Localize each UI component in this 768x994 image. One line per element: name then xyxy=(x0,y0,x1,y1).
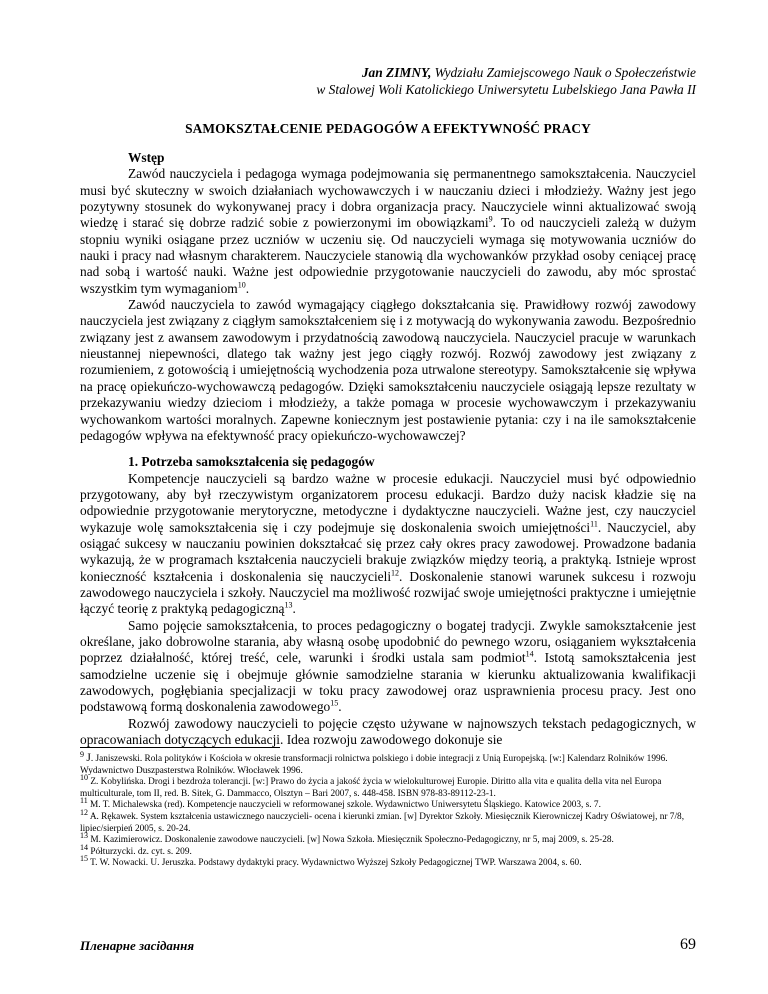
footnote-initial: J xyxy=(86,752,91,764)
footnote-11 xyxy=(80,796,696,812)
paragraph-3-text-c: . Doskonalenie stanowi warunek sukcesu i rozwoju zawodowego nauczyciela i szkoły. Nauczyciel ma możliwość rozwijać swoje umiejętności praktyczne i umiejętnie łączyć teorię z praktyką pedagogiczną xyxy=(80,568,696,617)
footnote-15 xyxy=(80,854,696,870)
paragraph-1-text-b: . To od nauczycieli zależą w dużym stopniu wyniki osiągane przez uczniów w uczeniu się. Od nauczycieli wymaga się motywowania uczniów do nauki i pracy nad własnym charakterem. Nauczyciele stanowią dla wychowanków przykład osoby ceniącej pracę nad sobą i wartość nauki. Ważne jest odpowiednie przygotowanie nauczycieli do zawodu, aby móc sprostać wszystkim tym wymaganiom xyxy=(80,215,696,296)
paragraph-4 xyxy=(80,618,696,716)
article-body xyxy=(80,150,696,748)
footnote-text: . Janiszewski. Rola polityków i Kościoła w okresie transformacji rolnictwa polskiego i dobie integracji z Unią Europejską. [w:] Kalendarz Rolników 1996. Wydawnictwo Duszpasterstwa Rolników. Włocławek 1996. xyxy=(80,754,668,776)
paragraph-4-text-a: Samo pojęcie samokształcenia, to proces pedagogiczny o bogatej tradycji. Zwykle samokształcenie jest określane, jako dobrowolne starania, aby własną osobę upodobnić do pewnego wzoru, osiąganiem wykształcenia poprzez działalność, której treść, cele, warunki i środki ustala sam podmiot xyxy=(80,617,696,666)
footnote-ref-9[interactable]: 9 xyxy=(488,214,493,224)
paragraph-1-text-c: . xyxy=(245,280,250,296)
footnote-text: M. T. Michalewska (red). Kompetencje nauczycieli w reformowanej szkole. Wydawnictwo Uniwersytetu Śląskiego. Katowice 2003, s. 7. xyxy=(90,800,601,811)
footnote-ref-12[interactable]: 12 xyxy=(391,568,400,578)
paragraph-3 xyxy=(80,471,696,618)
page-number: 69 xyxy=(680,936,696,953)
intro-heading: Wstęp xyxy=(128,150,165,165)
footnote-text: M. Kazimierowicz. Doskonalenie zawodowe nauczycieli. [w] Nowa Szkoła. Miesięcznik Społeczno-Pedagogiczny, nr 5, maj 2009, s. 25-28. xyxy=(90,835,614,846)
author-name: Jan ZIMNY, xyxy=(361,65,432,80)
paragraph-5: Rozwój zawodowy nauczycieli to pojęcie często używane w najnowszych tekstach pedagogicznych, w opracowaniach dotyczących edukacji. Idea rozwoju zawodowego dokonuje sie xyxy=(80,715,696,748)
paragraph-4-text-b: . Istotą samokształcenia jest samodzielne uczenie się i obejmuje głównie samodzielne starania w kierunku aktualizowania kwalifikacji zawodowych, pogłębiania specjalizacji w toku pracy zawodowej oraz usprawnienia procesu pracy. Jest ono podstawową formą doskonalenia zawodowego xyxy=(80,650,696,715)
footnote-num: 10 xyxy=(80,773,88,783)
footnote-10 xyxy=(80,773,696,800)
paragraph-3-text-a: Kompetencje nauczycieli są bardzo ważne w procesie edukacji. Nauczyciel musi być odpowiednio przygotowany, aby był rzeczywistym organizatorem procesu edukacji. Bardzo duży nacisk kładzie się na odpowiednie przygotowanie merytoryczne, metodyczne i dydaktyczne nauczycieli. Ważne jest, czy nauczyciel wykazuje wolę samokształcenia się i czy podejmuje się doskonalenia swoich umiejętności xyxy=(80,470,696,535)
author-line-1 xyxy=(80,64,696,81)
footnote-ref-15[interactable]: 15 xyxy=(330,698,339,708)
author-block xyxy=(80,64,696,98)
footnote-text: Z. Kobylińska. Drogi i bezdroża tolerancji. [w:] Prawo do życia a jakość życia w wielokulturowej Europie. Diritto alla vita e qualita della vita nel Europa multiculturale, tom II, red. B. Sitek, G. Dammacco, Olsztyn – Bari 2007, s. 448-458. ISBN 978-83-89112-23-1. xyxy=(80,777,662,799)
footnote-14 xyxy=(80,842,696,859)
paragraph-1 xyxy=(80,166,696,297)
footnote-ref-13[interactable]: 13 xyxy=(284,600,293,610)
footnote-text: Półturzycki. dz. cyt. s. 209. xyxy=(90,846,192,857)
footnote-num: 12 xyxy=(80,807,88,817)
footnotes xyxy=(80,749,696,870)
paragraph-3-text-b: . Nauczyciel, aby osiągać sukcesy w nauczaniu powinien dokształcać się przez cały okres pracy zawodowej. Prowadzone badania wykazują, że w programach kształcenia nauczycieli brakuje związków między teorią, a praktyką. Istnieje wprost konieczność kształcenia i doskonalenia się nauczycieli xyxy=(80,519,696,584)
footnote-num: 15 xyxy=(80,854,88,864)
affiliation-line-1: Wydziału Zamiejscowego Nauk o Społeczeństwie xyxy=(434,65,696,80)
affiliation-line-2: w Stalowej Woli Katolickiego Uniwersytetu Lubelskiego Jana Pawła II xyxy=(316,82,696,97)
paragraph-2: Zawód nauczyciela to zawód wymagający ciągłego dokształcania się. Prawidłowy rozwój zawodowy nauczyciela jest związany z ciągłym samokształceniem się i z motywacją do wykonywania zawodu. Bezpośrednio związany jest z awansem zawodowym i przydatnością zawodową nauczyciela. Nauczyciel pracuje w warunkach nieustannej niepewności, dlatego tak ważny jest jego ciągły rozwój. Rozwój zawodowy jest związany z rozumieniem, z gotowością i umiejętnością wychodzenia poza utrwalone stereotypy. Samokształcenie się wpływa na pracę opiekuńczo-wychowawczą pedagogów. Dzięki samokształceniu nauczyciele osiągają lepsze rezultaty w przekazywaniu wiedzy dzieciom i młodzieży, a także pomaga w procesie wychowawczym i przekazywaniu wychowankom wartości moralnych. Zapewne koniecznym jest postawienie pytania: czy i na ile samokształcenie pedagogów wpływa na efektywność pracy opiekuńczo-wychowawczej? xyxy=(80,297,696,443)
footnote-ref-10[interactable]: 10 xyxy=(237,280,246,290)
footer-section-label: Пленарне засідання xyxy=(80,938,195,953)
footnote-ref-14[interactable]: 14 xyxy=(525,649,534,659)
footnote-ref-11[interactable]: 11 xyxy=(590,519,598,529)
document-page xyxy=(80,0,696,994)
footnote-13 xyxy=(80,831,696,847)
footnote-9 xyxy=(80,749,696,777)
paragraph-1-text-a: Zawód nauczyciela i pedagoga wymaga podejmowania się permanentnego samokształcenia. Nauczyciel musi być skuteczny w swoich działaniach wychowawczych i w nauczaniu dzieci i młodzieży. Ważny jest jego pozytywny stosunek do wykonywanej pracy i dobra organizacja pracy. Nauczyciele winni aktualizować swoją wiedzę i starać się dobrze radzić sobie z powierzonymi im obowiązkami xyxy=(80,166,696,231)
footnote-12 xyxy=(80,807,696,835)
footnote-text: T. W. Nowacki. U. Jeruszka. Podstawy dydaktyki pracy. Wydawnictwo Wyższej Szkoły Pedagogicznej TWP. Warszawa 2004, s. 60. xyxy=(90,858,582,869)
paragraph-4-text-c: . xyxy=(338,699,342,715)
section-1-heading: 1. Potrzeba samokształcenia się pedagogów xyxy=(128,454,375,470)
article-title: SAMOKSZTAŁCENIE PEDAGOGÓW A EFEKTYWNOŚĆ PRACY xyxy=(185,121,591,136)
footnote-num: 11 xyxy=(80,796,88,806)
footnote-num: 14 xyxy=(80,842,88,852)
footnote-separator xyxy=(80,747,280,748)
footnote-text: A. Rękawek. System kształcenia ustawicznego nauczycieli- ocena i kierunki zmian. [w] Dyrektor Szkoły. Miesięcznik Kierowniczej Kadry Oświatowej, nr 7/8, lipiec/sierpień 2005, s. 20-24. xyxy=(80,811,685,834)
footnote-num: 9 xyxy=(80,749,84,759)
paragraph-3-text-d: . xyxy=(292,601,296,617)
footnote-num: 13 xyxy=(80,831,88,841)
